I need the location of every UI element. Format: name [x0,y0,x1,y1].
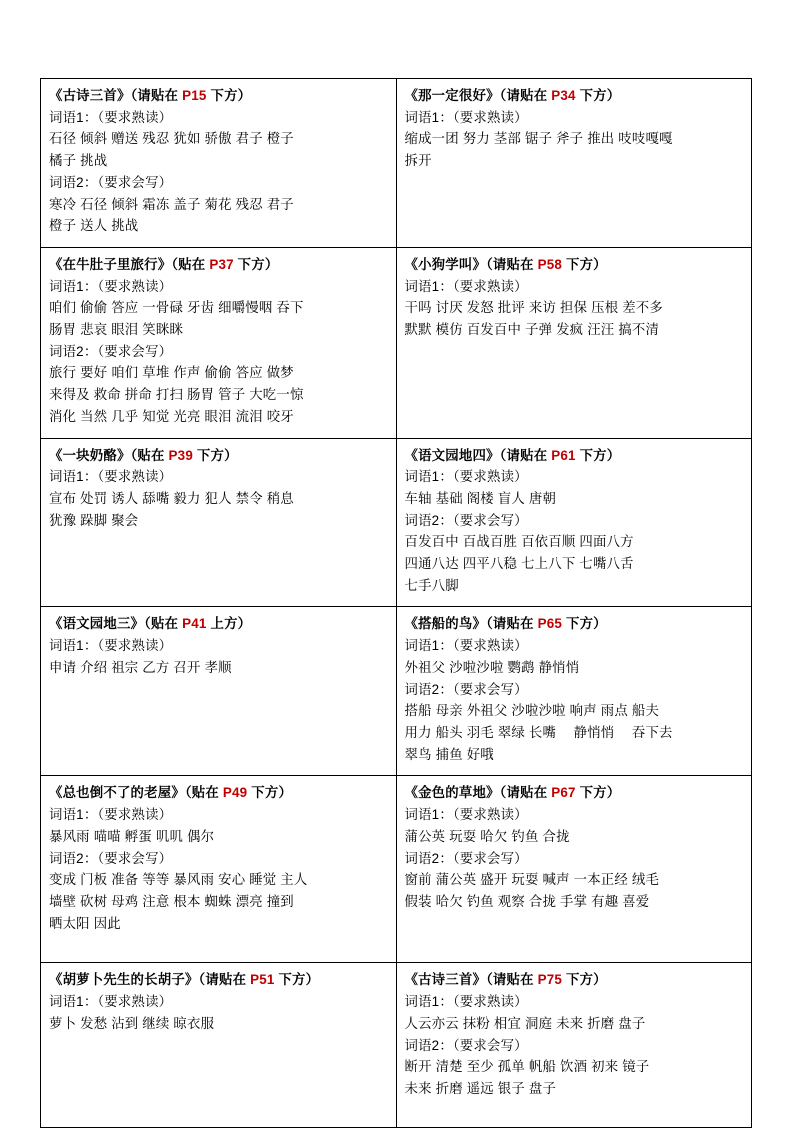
read-label: 词语1：（要求熟读） [404,109,528,125]
table-cell [41,776,397,963]
entry-title [49,254,388,276]
write-label: 词语2：（要求会写） [404,681,528,697]
vocabulary-table [40,78,752,1128]
entry-title-suffix: 下方） [192,447,238,463]
table-row [41,247,752,438]
table-cell [396,438,752,607]
table-row [41,79,752,248]
word-line: 萝卜 发愁 沾到 继续 晾衣服 [49,1015,215,1031]
entry-title-prefix: 《古诗三首》（请贴在 [404,972,538,988]
word-line: 人云亦云 抹粉 相宜 洞庭 未来 折磨 盘子 [404,1015,646,1031]
table-cell [396,607,752,776]
entry-title-prefix: 《语文园地三》（贴在 [49,616,183,632]
word-line: 拆开 [404,153,432,169]
entry-title-prefix: 《一块奶酪》（贴在 [49,447,169,463]
table-cell [396,79,752,248]
read-label: 词语1：（要求熟读） [49,278,173,294]
page-ref: P75 [537,972,563,988]
word-line: 用力 船头 羽毛 翠绿 长嘴 静悄悄 吞下去 [404,724,673,740]
entry-title-suffix: 下方） [575,785,621,801]
word-line: 旅行 要好 咱们 草堆 作声 偷偷 答应 做梦 [49,365,294,381]
entry-title [405,782,744,804]
table-row [41,776,752,963]
write-label: 词语2：（要求会写） [49,174,173,190]
word-line: 缩成一团 努力 茎部 锯子 斧子 推出 吱吱嘎嘎 [404,131,673,147]
word-line: 咱们 偷偷 答应 一骨碌 牙齿 细嚼慢咽 吞下 [49,300,304,316]
table-row [41,438,752,607]
entry-title-prefix: 《总也倒不了的老屋》（贴在 [49,785,223,801]
entry-title-suffix: 下方） [274,972,320,988]
read-label: 词语1：（要求熟读） [49,994,173,1010]
word-line: 外祖父 沙啦沙啦 鹦鹉 静悄悄 [404,659,580,675]
page-ref: P15 [182,88,207,103]
entry-block [405,613,744,765]
word-line: 暴风雨 喵喵 孵蛋 叽叽 偶尔 [49,828,215,844]
read-label: 词语1：（要求熟读） [404,807,528,823]
write-label: 词语2：（要求会写） [404,512,528,528]
word-line: 蒲公英 玩耍 哈欠 钓鱼 合拢 [404,828,570,844]
table-cell [41,607,397,776]
entry-title-prefix: 《金色的草地》（请贴在 [404,785,552,801]
table-body [41,79,752,1128]
read-label: 词语1：（要求熟读） [49,469,173,485]
word-line: 寒冷 石径 倾斜 霜冻 盖子 菊花 残忍 君子 [49,196,294,212]
entry-title [49,85,388,107]
entry-title-suffix: 下方） [247,785,293,801]
table-cell [396,963,752,1128]
entry-block [405,782,744,912]
word-line: 车轴 基础 阁楼 盲人 唐朝 [404,490,557,506]
table-cell [396,776,752,963]
page-ref: P67 [551,785,576,801]
entry-title-suffix: 上方） [206,616,252,632]
word-line: 搭船 母亲 外祖父 沙啦沙啦 响声 雨点 船夫 [404,703,660,719]
entry-block [49,613,388,678]
entry-block [49,969,388,1034]
read-label: 词语1：（要求熟读） [404,994,528,1010]
read-label: 词语1：（要求熟读） [404,469,528,485]
word-line: 断开 清楚 至少 孤单 帆船 饮酒 初来 镜子 [404,1059,650,1075]
page-ref: P51 [250,972,275,988]
word-line: 墙壁 砍树 母鸡 注意 根本 蜘蛛 漂亮 撞到 [49,893,294,909]
write-label: 词语2：（要求会写） [404,850,528,866]
read-label: 词语1：（要求熟读） [49,638,173,654]
entry-title-suffix: 下方） [575,88,621,103]
entry-title [49,969,388,991]
table-cell [41,79,397,248]
entry-block [49,782,388,934]
read-label: 词语1：（要求熟读） [404,638,528,654]
entry-title-prefix: 《语文园地四》（请贴在 [404,447,552,463]
word-line: 消化 当然 几乎 知觉 光亮 眼泪 流泪 咬牙 [49,408,294,424]
word-line: 来得及 救命 拼命 打扫 肠胃 管子 大吃一惊 [49,387,304,403]
word-line: 犹豫 跺脚 聚会 [49,512,139,528]
entry-title [405,254,744,276]
entry-title [405,969,744,991]
page-ref: P58 [537,256,563,272]
word-line: 干吗 讨厌 发怒 批评 来访 担保 压根 差不多 [404,300,663,316]
entry-title-prefix: 《那一定很好》（请贴在 [404,88,552,103]
table-cell [41,963,397,1128]
entry-title-suffix: 下方） [562,972,607,988]
entry-block [405,445,744,597]
word-line: 百发百中 百战百胜 百依百顺 四面八方 [404,534,634,550]
entry-block [405,85,744,172]
word-line: 肠胃 悲哀 眼泪 笑眯眯 [49,322,184,338]
entry-block [49,254,388,428]
word-line: 石径 倾斜 赠送 残忍 犹如 骄傲 君子 橙子 [49,131,294,147]
table-row [41,963,752,1128]
entry-title [49,613,388,635]
word-line: 变成 门板 准备 等等 暴风雨 安心 睡觉 主人 [49,872,308,888]
entry-title [405,613,744,635]
page-ref: P49 [222,785,248,801]
word-line: 晒太阳 因此 [49,915,121,931]
entry-title-suffix: 下方） [206,88,252,103]
entry-title [405,445,744,467]
write-label: 词语2：（要求会写） [49,343,173,359]
word-line: 假装 哈欠 钓鱼 观察 合拢 手掌 有趣 喜爱 [404,893,650,909]
entry-title-prefix: 《古诗三首》（请贴在 [49,88,183,103]
word-line: 申请 介绍 祖宗 乙方 召开 孝顺 [49,659,232,675]
word-line: 宣布 处罚 诱人 舔嘴 毅力 犯人 禁令 稍息 [49,490,294,506]
page-ref: P39 [168,447,193,463]
word-line: 橘子 挑战 [49,153,108,169]
entry-block [405,969,744,1099]
entry-title-suffix: 下方） [562,256,607,272]
word-line: 七手八脚 [404,577,459,593]
table-cell [396,247,752,438]
word-line: 默默 模仿 百发百中 子弹 发疯 汪汪 搞不清 [404,322,660,338]
entry-title-suffix: 下方） [233,256,279,272]
entry-title [405,85,744,107]
entry-block [49,445,388,532]
page-ref: P41 [182,616,207,632]
entry-block [405,254,744,341]
page-ref: P37 [209,256,234,272]
write-label: 词语2：（要求会写） [49,850,173,866]
entry-block [49,85,388,237]
entry-title [49,782,388,804]
word-line: 橙子 送人 挑战 [49,218,139,234]
entry-title-suffix: 下方） [562,616,607,632]
word-line: 四通八达 四平八稳 七上八下 七嘴八舌 [404,556,634,572]
entry-title-suffix: 下方） [575,447,621,463]
write-label: 词语2：（要求会写） [404,1037,528,1053]
entry-title-prefix: 《小狗学叫》（请贴在 [404,256,538,272]
page-ref: P65 [537,616,563,632]
table-cell [41,438,397,607]
read-label: 词语1：（要求熟读） [404,278,528,294]
entry-title [49,445,388,467]
entry-title-prefix: 《在牛肚子里旅行》（贴在 [49,256,210,272]
table-row [41,607,752,776]
page-ref: P34 [551,88,576,103]
read-label: 词语1：（要求熟读） [49,807,173,823]
page-ref: P61 [551,447,576,463]
table-cell [41,247,397,438]
word-line: 翠鸟 捕鱼 好哦 [404,746,494,762]
word-line: 未来 折磨 遥远 银子 盘子 [404,1080,557,1096]
entry-title-prefix: 《搭船的鸟》（请贴在 [404,616,538,632]
read-label: 词语1：（要求熟读） [49,109,173,125]
word-line: 窗前 蒲公英 盛开 玩耍 喊声 一本正经 绒毛 [404,872,660,888]
entry-title-prefix: 《胡萝卜先生的长胡子》（请贴在 [49,972,251,988]
